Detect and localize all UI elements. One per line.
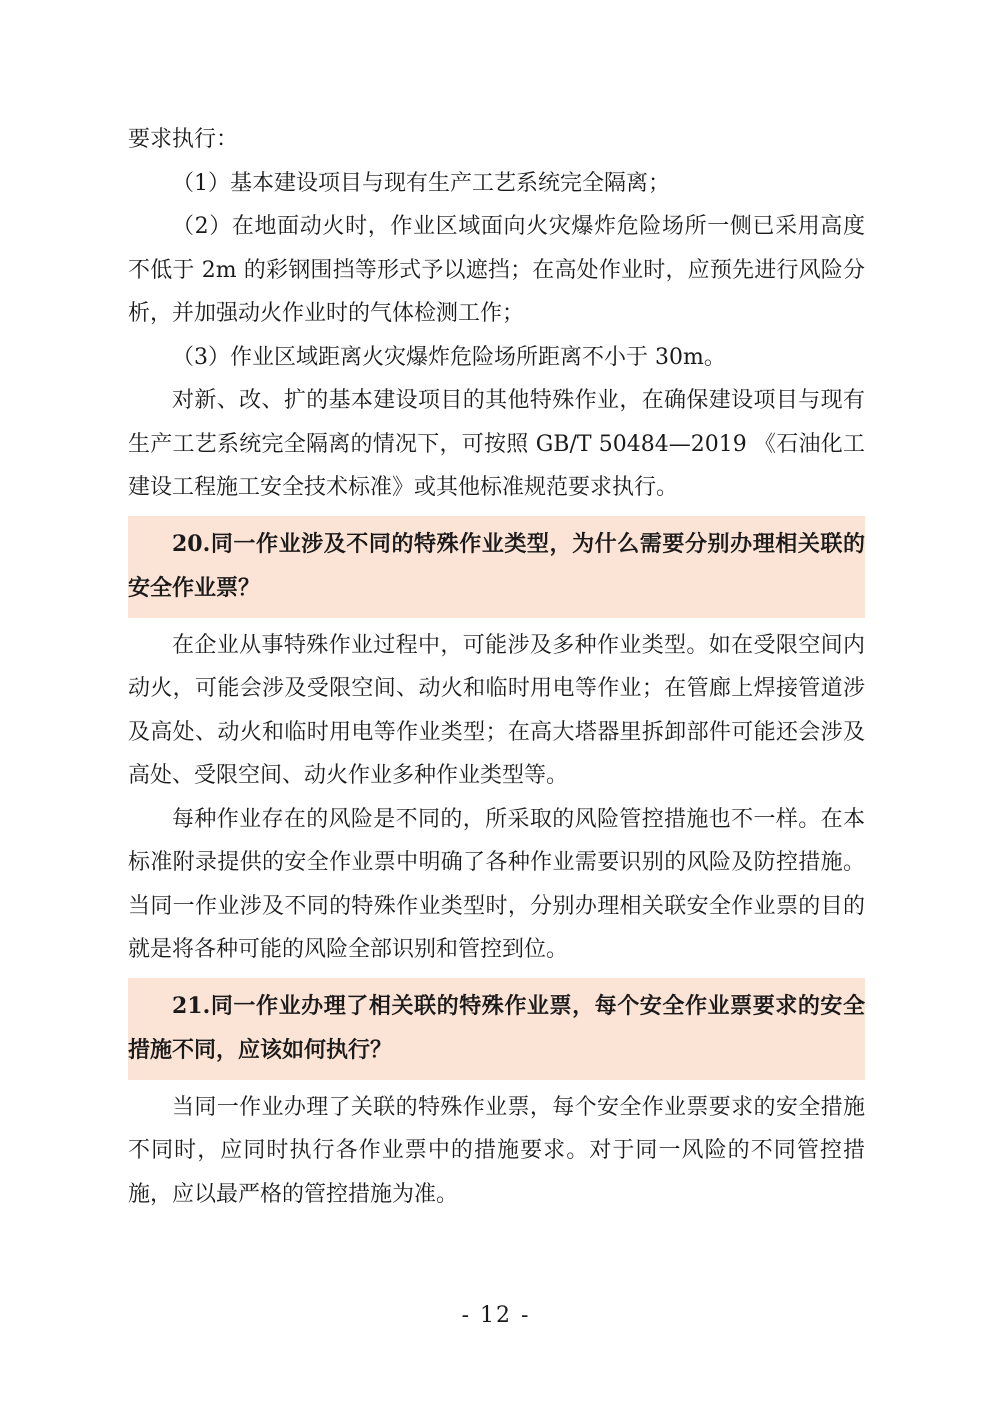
paragraph-other-special-work: 对新、改、扩的基本建设项目的其他特殊作业，在确保建设项目与现有生产工艺系统完全隔离的情况下，可按照 GB/T 50484—2019 《石油化工建设工程施工安全技术标准》或其他标准规范要求执行。 bbox=[128, 388, 865, 500]
question-20-box bbox=[128, 516, 865, 618]
answer-20-paragraph-2: 每种作业存在的风险是不同的，所采取的风险管控措施也不一样。在本标准附录提供的安全作业票中明确了各种作业需要识别的风险及防控措施。当同一作业涉及不同的特殊作业类型时，分别办理相关联安全作业票的目的就是将各种可能的风险全部识别和管控到位。 bbox=[128, 806, 865, 962]
page-number: - 12 - bbox=[461, 1303, 531, 1328]
question-21-title: 21.同一作业办理了相关联的特殊作业票，每个安全作业票要求的安全措施不同，应该如何执行？ bbox=[128, 992, 865, 1063]
document-body bbox=[128, 118, 865, 1216]
answer-21-paragraph-1: 当同一作业办理了关联的特殊作业票，每个安全作业票要求的安全措施不同时，应同时执行各作业票中的措施要求。对于同一风险的不同管控措施，应以最严格的管控措施为准。 bbox=[128, 1094, 865, 1207]
question-20-title: 20.同一作业涉及不同的特殊作业类型，为什么需要分别办理相关联的安全作业票？ bbox=[128, 530, 865, 601]
list-item-2: （2）在地面动火时，作业区域面向火灾爆炸危险场所一侧已采用高度不低于 2m 的彩钢围挡等形式予以遮挡；在高处作业时，应预先进行风险分析，并加强动火作业时的气体检测工作； bbox=[128, 214, 865, 326]
paragraph-continuation: 要求执行： bbox=[128, 127, 239, 152]
list-item-1: （1）基本建设项目与现有生产工艺系统完全隔离； bbox=[172, 170, 670, 196]
question-21-box bbox=[128, 978, 865, 1080]
list-item-3: （3）作业区域距离火灾爆炸危险场所距离不小于 30m。 bbox=[172, 344, 726, 370]
answer-20-paragraph-1: 在企业从事特殊作业过程中，可能涉及多种作业类型。如在受限空间内动火，可能会涉及受限空间、动火和临时用电等作业；在管廊上焊接管道涉及高处、动火和临时用电等作业类型；在高大塔器里拆卸部件可能还会涉及高处、受限空间、动火作业多种作业类型等。 bbox=[128, 632, 865, 788]
